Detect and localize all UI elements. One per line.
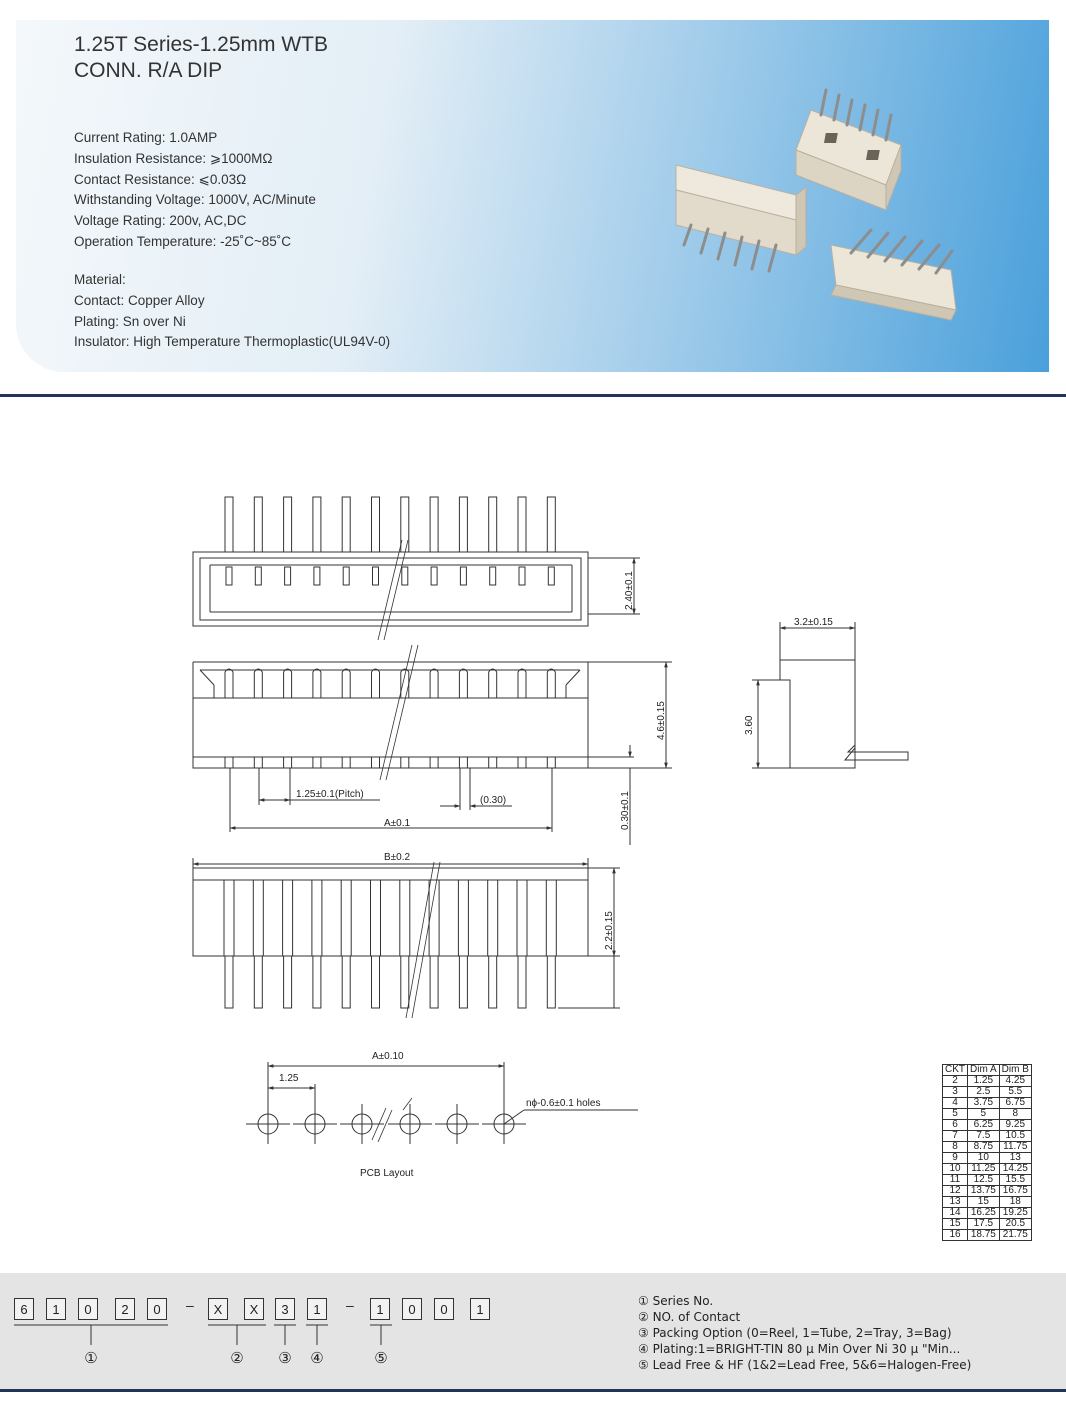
- top-view-slot: [431, 567, 437, 585]
- bottom-view-slot: [517, 880, 527, 956]
- bottom-view-pin: [401, 956, 409, 1008]
- table-cell: 3.75: [968, 1098, 1000, 1109]
- table-cell: 17.5: [968, 1219, 1000, 1230]
- dim-32-label: 3.2±0.15: [794, 617, 833, 628]
- top-view-pin: [372, 497, 380, 552]
- top-view-pin: [284, 497, 292, 552]
- part-number-digit: 3: [275, 1298, 295, 1320]
- part-number-dash: –: [186, 1297, 194, 1313]
- top-view-slot: [548, 567, 554, 585]
- top-view-pin: [518, 497, 526, 552]
- dim-pitch-label: 1.25±0.1(Pitch): [296, 789, 364, 800]
- bottom-view-slot: [488, 880, 498, 956]
- top-view-pin: [254, 497, 262, 552]
- table-cell: 6.75: [999, 1098, 1031, 1109]
- dim-a-label: A±0.1: [384, 818, 411, 829]
- table-cell: 14: [943, 1208, 968, 1219]
- table-row: [943, 1142, 1032, 1153]
- title-line-1: 1.25T Series-1.25mm WTB: [74, 33, 329, 56]
- part-number-digit: 1: [470, 1298, 490, 1320]
- table-row: [943, 1109, 1032, 1120]
- dim-030-label: (0.30): [480, 795, 507, 806]
- top-view-pin: [430, 497, 438, 552]
- table-cell: 3: [943, 1087, 968, 1098]
- top-view-slot: [226, 567, 232, 585]
- table-cell: 16: [943, 1230, 968, 1241]
- top-view-pin: [313, 497, 321, 552]
- top-view-pin: [489, 497, 497, 552]
- part-number-digit: X: [244, 1298, 264, 1320]
- front-view-tail: [518, 757, 526, 768]
- top-view-pin: [547, 497, 555, 552]
- part-number-digit: X: [208, 1298, 228, 1320]
- top-view-slot: [490, 567, 496, 585]
- legend-item: ④ Plating:1=BRIGHT-TIN 80 μ Min Over Ni 30 μ "Min...: [638, 1342, 961, 1356]
- bottom-view-slot: [400, 880, 410, 956]
- part-number-digit: 2: [115, 1298, 135, 1320]
- part-number-legend: [638, 1293, 971, 1373]
- top-view-slot: [519, 567, 525, 585]
- bottom-view-slot: [371, 880, 381, 956]
- front-view-contact: [225, 669, 233, 698]
- dim-030v-label: 0.30±0.1: [620, 791, 631, 830]
- dim-240-label: 2.40±0.1: [624, 571, 635, 610]
- table-cell: 18.75: [968, 1230, 1000, 1241]
- material-heading: Material:: [74, 272, 126, 287]
- table-cell: 4: [943, 1098, 968, 1109]
- bottom-view-slot: [546, 880, 556, 956]
- footer-divider: [0, 1389, 1066, 1392]
- table-cell: 18: [999, 1197, 1031, 1208]
- pcb-holes-label: nϕ-0.6±0.1 holes: [526, 1098, 601, 1109]
- table-cell: 10: [943, 1164, 968, 1175]
- table-cell: 7: [943, 1131, 968, 1142]
- pcb-125-label: 1.25: [279, 1073, 299, 1084]
- dim-b-label: B±0.2: [384, 852, 411, 863]
- part-number-dash: –: [346, 1297, 354, 1313]
- front-view-contact: [489, 669, 497, 698]
- table-cell: 16.75: [999, 1186, 1031, 1197]
- bottom-view-pin: [518, 956, 526, 1008]
- table-cell: 5: [943, 1109, 968, 1120]
- front-view-tail: [313, 757, 321, 768]
- table-row: [943, 1175, 1032, 1186]
- front-view-tail: [459, 757, 467, 768]
- part-number-digit: 6: [14, 1298, 34, 1320]
- front-view-tail: [254, 757, 262, 768]
- dim-360-label: 3.60: [744, 715, 755, 735]
- front-view-tail: [430, 757, 438, 768]
- bottom-view-pin: [372, 956, 380, 1008]
- title-line-2: CONN. R/A DIP: [74, 59, 223, 82]
- table-cell: 2: [943, 1076, 968, 1087]
- table-cell: 15: [943, 1219, 968, 1230]
- ckt-dimension-table: [942, 1064, 1032, 1241]
- col-dim-b: Dim B: [999, 1065, 1031, 1076]
- table-cell: 2.5: [968, 1087, 1000, 1098]
- table-row: [943, 1098, 1032, 1109]
- part-number-marker: ⑤: [374, 1349, 388, 1367]
- part-number-marker: ④: [310, 1349, 324, 1367]
- table-cell: 5: [968, 1109, 1000, 1120]
- table-row: [943, 1230, 1032, 1241]
- part-number-digit: 1: [307, 1298, 327, 1320]
- front-view-tail: [489, 757, 497, 768]
- bottom-view-slot: [341, 880, 351, 956]
- bottom-view-pin: [225, 956, 233, 1008]
- table-cell: 14.25: [999, 1164, 1031, 1175]
- table-cell: 8.75: [968, 1142, 1000, 1153]
- table-cell: 7.5: [968, 1131, 1000, 1142]
- bottom-view-slot: [429, 880, 439, 956]
- part-number-section: [0, 1273, 1066, 1390]
- front-view-tail: [284, 757, 292, 768]
- bottom-view-pin: [284, 956, 292, 1008]
- table-row: [943, 1087, 1032, 1098]
- table-cell: 4.25: [999, 1076, 1031, 1087]
- top-view-pin: [401, 497, 409, 552]
- spec-voltage: Voltage Rating: 200v, AC,DC: [74, 213, 247, 229]
- front-view-contact: [284, 669, 292, 698]
- table-cell: 19.25: [999, 1208, 1031, 1219]
- dim-22-label: 2.2±0.15: [604, 911, 615, 950]
- bottom-view-pin: [489, 956, 497, 1008]
- bottom-view-pin: [430, 956, 438, 1008]
- table-cell: 13: [999, 1153, 1031, 1164]
- table-row: [943, 1131, 1032, 1142]
- material-insulator: Insulator: High Temperature Thermoplastic(UL94V-0): [74, 334, 391, 350]
- table-cell: 6: [943, 1120, 968, 1131]
- table-cell: 8: [999, 1109, 1031, 1120]
- table-cell: 21.75: [999, 1230, 1031, 1241]
- top-view-pin: [225, 497, 233, 552]
- table-cell: 15: [968, 1197, 1000, 1208]
- legend-item: ① Series No.: [638, 1294, 714, 1308]
- dim-46-label: 4.6±0.15: [656, 701, 667, 740]
- bottom-view-pin: [342, 956, 350, 1008]
- table-cell: 16.25: [968, 1208, 1000, 1219]
- front-view-tail: [547, 757, 555, 768]
- top-view-slot: [460, 567, 466, 585]
- top-view-slot: [373, 567, 379, 585]
- part-number-marker: ②: [230, 1349, 244, 1367]
- front-view-tail: [401, 757, 409, 768]
- table-cell: 9: [943, 1153, 968, 1164]
- table-row: [943, 1153, 1032, 1164]
- front-view-tail: [342, 757, 350, 768]
- table-row: [943, 1208, 1032, 1219]
- bottom-view-pin: [459, 956, 467, 1008]
- front-view-contact: [313, 669, 321, 698]
- front-view-tail: [225, 757, 233, 768]
- part-number-marker: ①: [84, 1349, 98, 1367]
- top-view-slot: [285, 567, 291, 585]
- top-view-slot: [314, 567, 320, 585]
- material-contact: Contact: Copper Alloy: [74, 292, 205, 308]
- top-view-pin: [342, 497, 350, 552]
- top-view-slot: [255, 567, 261, 585]
- legend-item: ③ Packing Option (0=Reel, 1=Tube, 2=Tray, 3=Bag): [638, 1326, 952, 1340]
- front-view-contact: [372, 669, 380, 698]
- spec-insulation: Insulation Resistance: ⩾1000MΩ: [74, 150, 273, 166]
- front-view-contact: [518, 669, 526, 698]
- legend-item: ② NO. of Contact: [638, 1310, 741, 1324]
- front-view-contact: [342, 669, 350, 698]
- col-ckt: CKT: [943, 1065, 968, 1076]
- pcb-layout-label: PCB Layout: [360, 1168, 414, 1179]
- part-number-digit: 1: [46, 1298, 66, 1320]
- material-plating: Plating: Sn over Ni: [74, 313, 186, 329]
- table-cell: 15.5: [999, 1175, 1031, 1186]
- part-number-brackets: [0, 1273, 600, 1383]
- pcb-a-label: A±0.10: [372, 1051, 404, 1062]
- table-row: [943, 1164, 1032, 1175]
- table-row: [943, 1120, 1032, 1131]
- table-cell: 1.25: [968, 1076, 1000, 1087]
- part-number-digit: 0: [147, 1298, 167, 1320]
- table-row: [943, 1197, 1032, 1208]
- part-number-digit: 0: [402, 1298, 422, 1320]
- table-row: [943, 1076, 1032, 1087]
- bottom-view-pin: [313, 956, 321, 1008]
- bottom-view-slot: [253, 880, 263, 956]
- col-dim-a: Dim A: [968, 1065, 1000, 1076]
- spec-current: Current Rating: 1.0AMP: [74, 130, 218, 145]
- front-view-contact: [401, 669, 409, 698]
- spec-temperature: Operation Temperature: -25˚C~85˚C: [74, 233, 291, 249]
- bottom-view-slot: [224, 880, 234, 956]
- top-view-slot: [343, 567, 349, 585]
- table-cell: 11.25: [968, 1164, 1000, 1175]
- legend-item: ⑤ Lead Free & HF (1&2=Lead Free, 5&6=Halogen-Free): [638, 1358, 972, 1372]
- front-view-contact: [430, 669, 438, 698]
- part-number-digit: 0: [78, 1298, 98, 1320]
- part-number-digit: 0: [434, 1298, 454, 1320]
- table-cell: 11: [943, 1175, 968, 1186]
- front-view-contact: [459, 669, 467, 698]
- bottom-view-slot: [458, 880, 468, 956]
- table-cell: 6.25: [968, 1120, 1000, 1131]
- part-number-marker: ③: [278, 1349, 292, 1367]
- table-header-row: [943, 1065, 1032, 1076]
- front-view-contact: [254, 669, 262, 698]
- table-cell: 13: [943, 1197, 968, 1208]
- table-cell: 12: [943, 1186, 968, 1197]
- table-cell: 9.25: [999, 1120, 1031, 1131]
- table-cell: 10: [968, 1153, 1000, 1164]
- table-row: [943, 1219, 1032, 1230]
- table-cell: 8: [943, 1142, 968, 1153]
- bottom-view-pin: [547, 956, 555, 1008]
- bottom-view-slot: [283, 880, 293, 956]
- spec-contact-resistance: Contact Resistance: ⩽0.03Ω: [74, 171, 247, 187]
- bottom-view-slot: [312, 880, 322, 956]
- top-view-slot: [402, 567, 408, 585]
- spec-withstanding: Withstanding Voltage: 1000V, AC/Minute: [74, 192, 316, 208]
- table-row: [943, 1186, 1032, 1197]
- bottom-view-pin: [254, 956, 262, 1008]
- front-view-tail: [372, 757, 380, 768]
- part-number-digit: 1: [370, 1298, 390, 1320]
- table-cell: 12.5: [968, 1175, 1000, 1186]
- table-cell: 11.75: [999, 1142, 1031, 1153]
- table-cell: 10.5: [999, 1131, 1031, 1142]
- table-cell: 5.5: [999, 1087, 1031, 1098]
- top-view-pin: [459, 497, 467, 552]
- front-view-contact: [547, 669, 555, 698]
- table-cell: 20.5: [999, 1219, 1031, 1230]
- table-cell: 13.75: [968, 1186, 1000, 1197]
